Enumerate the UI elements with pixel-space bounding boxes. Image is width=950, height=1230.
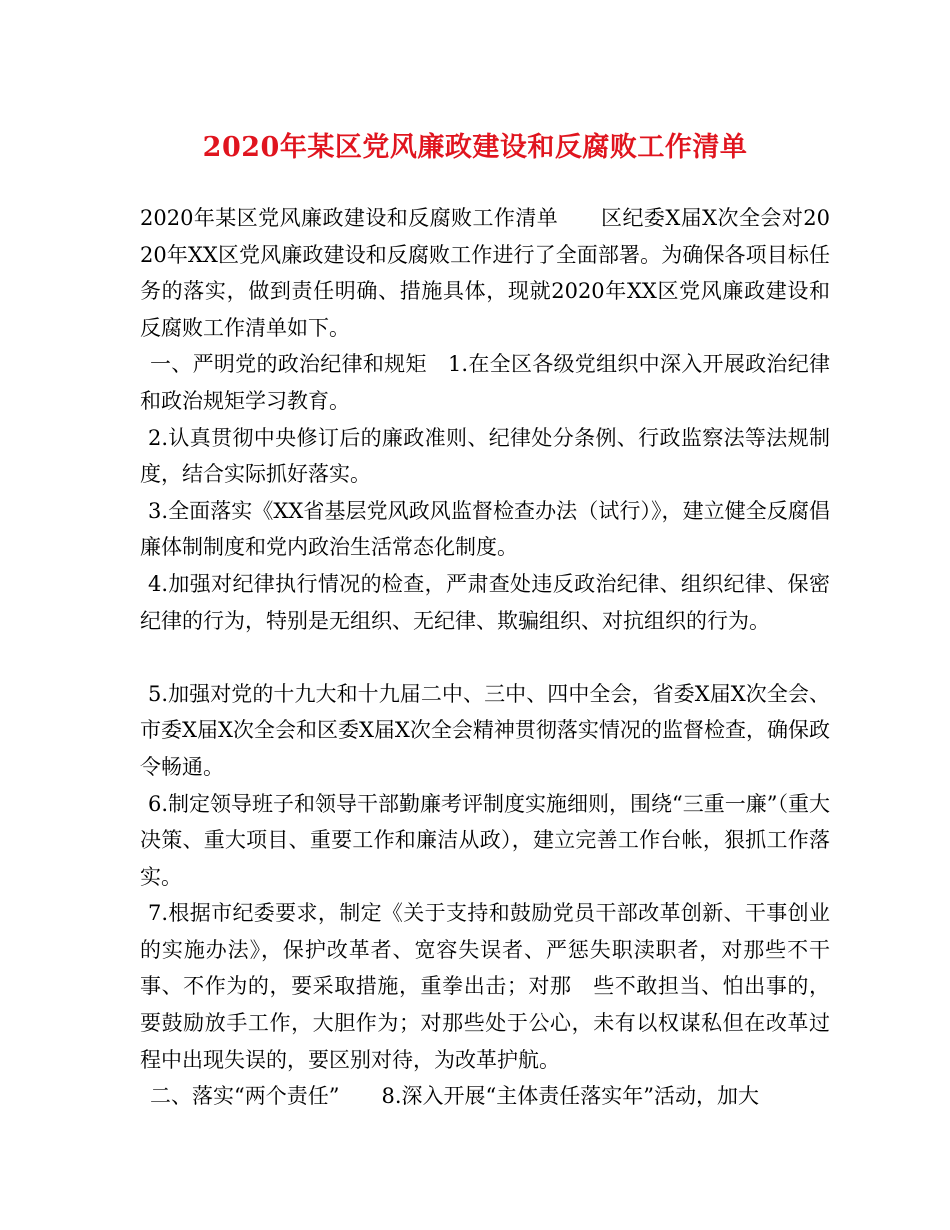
document-title: 2020年某区党风廉政建设和反腐败工作清单	[202, 132, 748, 163]
paragraph-intro: 2020年某区党风廉政建设和反腐败工作清单 区纪委X届X次全会对2020年XX区党风廉政建设和反腐败工作进行了全面部署。为确保各项目标任务的落实，做到责任明确、措施具体，现就2020年XX区党风廉政建设和反腐败工作清单如下。	[140, 206, 830, 340]
paragraph-item-6: 6.制定领导班子和领导干部勤廉考评制度实施细则，围绕“三重一廉”（重大决策、重大项目、重要工作和廉洁从政），建立完善工作台帐，狠抓工作落实。	[140, 791, 831, 889]
document-body	[140, 200, 830, 1115]
paragraph-section-2-item-8: 二、落实“两个责任” 8.深入开展“主体责任落实年”活动，加大	[150, 1084, 759, 1109]
paragraph-item-7: 7.根据市纪委要求，制定《关于支持和鼓励党员干部改革创新、干事创业的实施办法》，保护改革者、宽容失误者、严惩失职渎职者，对那些不干事、不作为的，要采取措施，重拳出击；对那 些不敢担当、怕出事的，要鼓励放手工作，大胆作为；对那些处于公心，未有以权谋私但在改革过程中出现失误的，要区别对待，为改革护航。	[140, 901, 830, 1072]
paragraph-item-4: 4.加强对纪律执行情况的检查，严肃查处违反政治纪律、组织纪律、保密纪律的行为，特别是无组织、无纪律、欺骗组织、对抗组织的行为。	[140, 571, 830, 633]
paragraph-item-2: 2.认真贯彻中央修订后的廉政准则、纪律处分条例、行政监察法等法规制度，结合实际抓好落实。	[140, 425, 830, 487]
paragraph-item-3: 3.全面落实《XX省基层党风政风监督检查办法（试行）》，建立健全反腐倡廉体制制度和党内政治生活常态化制度。	[140, 498, 830, 560]
paragraph-section-1-item-1: 一、严明党的政治纪律和规矩 1.在全区各级党组织中深入开展政治纪律和政治规矩学习教育。	[140, 352, 830, 413]
paragraph-item-5: 5.加强对党的十九大和十九届二中、三中、四中全会，省委X届X次全会、市委X届X次全会和区委X届X次全会精神贯彻落实情况的监督检查，确保政令畅通。	[140, 681, 830, 779]
paragraph-spacer	[140, 639, 830, 676]
